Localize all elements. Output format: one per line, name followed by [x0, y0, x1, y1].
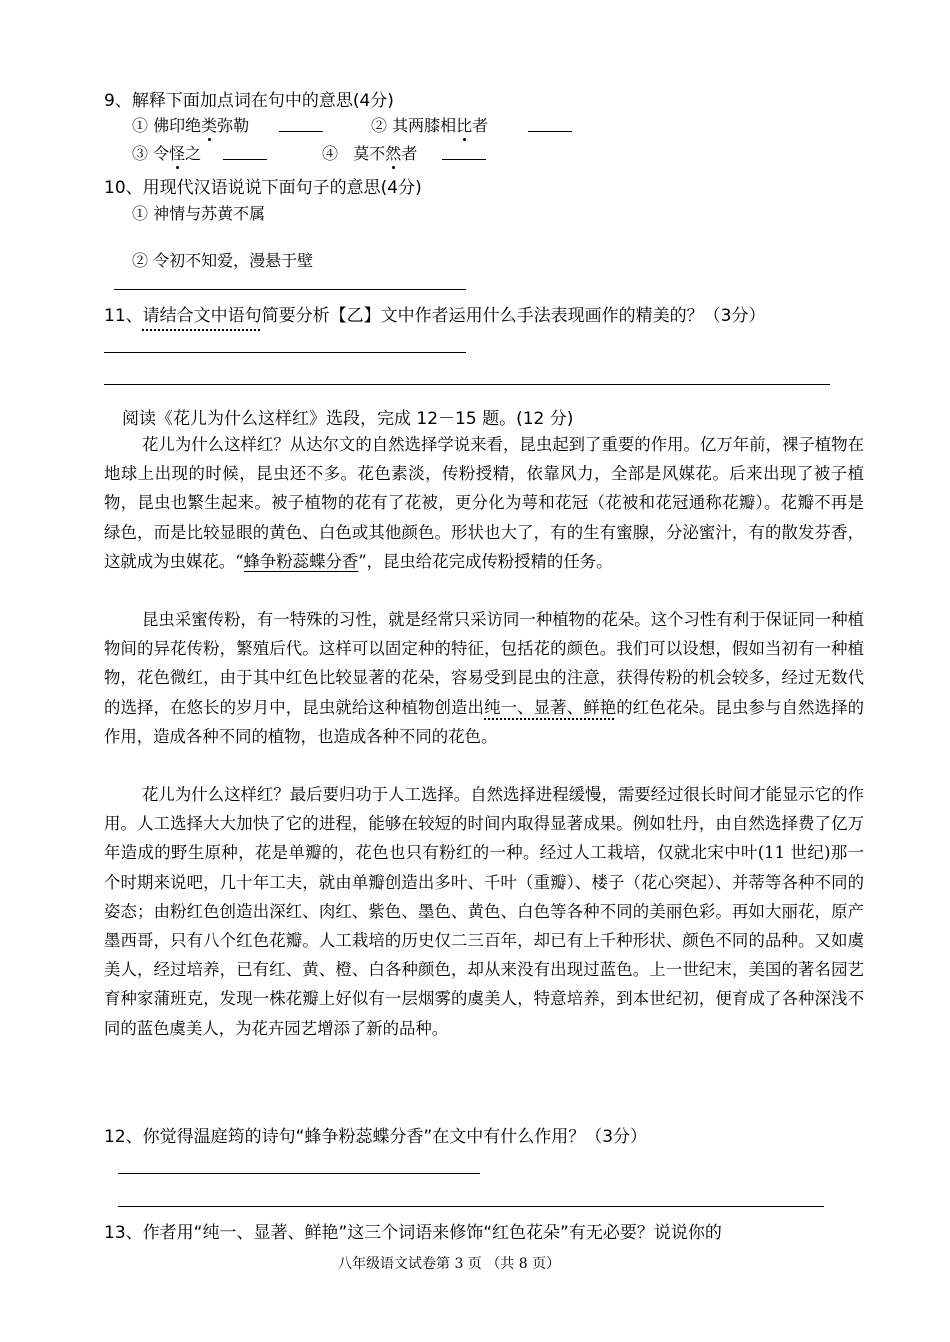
question-9-title: 9、解释下面加点词在句中的意思(4分)	[104, 91, 394, 111]
dotted-word: 怪	[169, 144, 186, 163]
passage-paragraph-3: 花儿为什么这样红？最后要归功于人工选择。自然选择进程缓慢，需要经过很长时间才能显示它的作用。人工选择大大加快了它的进程，能够在较短的时间内取得显著成果。例如牡丹，由自然选择费了亿万年造成的野生原种，花是单瓣的，花色也只有粉红的一种。经过人工栽培，仅就北宋中叶(11 世纪)那一个时期来说吧，几十年工夫，就由单瓣创造出多叶、千叶（重瓣）、楼子（花心突起）、并蒂等各种不同的姿态；由粉红色创造出深红、肉红、紫色、墨色、黄色、白色等各种不同的美丽色彩。再如大丽花，原产墨西哥，只有八个红色花瓣。人工栽培的历史仅二三百年，却已有上千种形状、颜色不同的品种。又如虞美人，经过培养，已有红、黄、橙、白各种颜色，却从来没有出现过蓝色。上一世纪末，美国的著名园艺育种家蒲班克，发现一株花瓣上好似有一层烟雾的虞美人，特意培养，到本世纪初，便育成了各种深浅不同的蓝色虞美人，为花卉园艺增添了新的品种。	[104, 785, 864, 1038]
question-11-title: 11、请结合文中语句简要分析【乙】文中作者运用什么手法表现画作的精美的？（3分）	[104, 306, 766, 326]
q9-item-4: ④ 莫不然者	[322, 144, 418, 163]
answer-blank[interactable]	[223, 143, 267, 160]
answer-line[interactable]	[114, 289, 466, 290]
passage-paragraph-2: 昆虫采蜜传粉，有一特殊的习性，就是经常只采访同一种植物的花朵。这个习性有利于保证同一种植物间的异花传粉，繁殖后代。这样可以固定种的特征，包括花的颜色。我们可以设想，假如当初有一种植物，花色微红，由于其中红色比较显著的花朵，容易受到昆虫的注意，获得传粉的机会较多，经过无数代的选择，在悠长的岁月中，昆虫就给这种植物创造出纯一、显著、鲜艳的红色花朵。昆虫参与自然选择的作用，造成各种不同的植物，也造成各种不同的花色。	[104, 610, 865, 746]
answer-blank[interactable]	[279, 115, 323, 132]
page-footer: 八年级语文试卷第 3 页 （共 8 页）	[338, 1256, 561, 1272]
answer-line[interactable]	[104, 384, 830, 385]
question-10-title: 10、用现代汉语说说下面句子的意思(4分)	[104, 178, 422, 198]
reading-intro: 阅读《花儿为什么这样红》选段，完成 12－15 题。(12 分)	[122, 409, 574, 429]
passage-paragraph-1: 花儿为什么这样红？从达尔文的自然选择学说来看，昆虫起到了重要的作用。亿万年前，裸子植物在地球上出现的时候，昆虫还不多。花色素淡，传粉授精，依靠风力，全部是风媒花。后来出现了被子植物，昆虫也繁生起来。被子植物的花有了花被，更分化为萼和花冠（花被和花冠通称花瓣）。花瓣不再是绿色，而是比较显眼的黄色、白色或其他颜色。形状也大了，有的生有蜜腺，分泌蜜汁，有的散发芬香，这就成为虫媒花。“蜂争粉蕊蝶分香”，昆虫给花完成传粉授精的任务。	[104, 435, 864, 571]
dotted-phrase: 请结合文中语句	[142, 306, 262, 326]
answer-line[interactable]	[118, 1173, 480, 1174]
answer-line[interactable]	[118, 1206, 824, 1207]
question-12-title: 12、你觉得温庭筠的诗句“蜂争粉蕊蝶分香”在文中有什么作用？（3分）	[104, 1127, 648, 1147]
q9-item-1: ① 佛印绝类弥勒	[132, 116, 250, 135]
answer-blank[interactable]	[442, 143, 486, 160]
q9-item-3: ③ 令怪之	[132, 144, 202, 163]
answer-blank[interactable]	[528, 115, 572, 132]
q10-sentence-1: ① 神情与苏黄不属	[132, 204, 266, 223]
dotted-phrase: 纯一、显著、鲜艳	[484, 697, 617, 717]
answer-line[interactable]	[104, 352, 466, 353]
q10-sentence-2: ② 令初不知爱，漫悬于壁	[132, 251, 314, 270]
question-13-title: 13、作者用“纯一、显著、鲜艳”这三个词语来修饰“红色花朵”有无必要？说说你的	[104, 1223, 722, 1243]
q9-item-2: ② 其两膝相比者	[371, 116, 489, 135]
dotted-word: 比	[456, 116, 473, 135]
dotted-word: 类	[201, 116, 218, 135]
underlined-quote: 蜂争粉蕊蝶分香	[243, 551, 359, 571]
dotted-word: 然	[385, 144, 402, 163]
